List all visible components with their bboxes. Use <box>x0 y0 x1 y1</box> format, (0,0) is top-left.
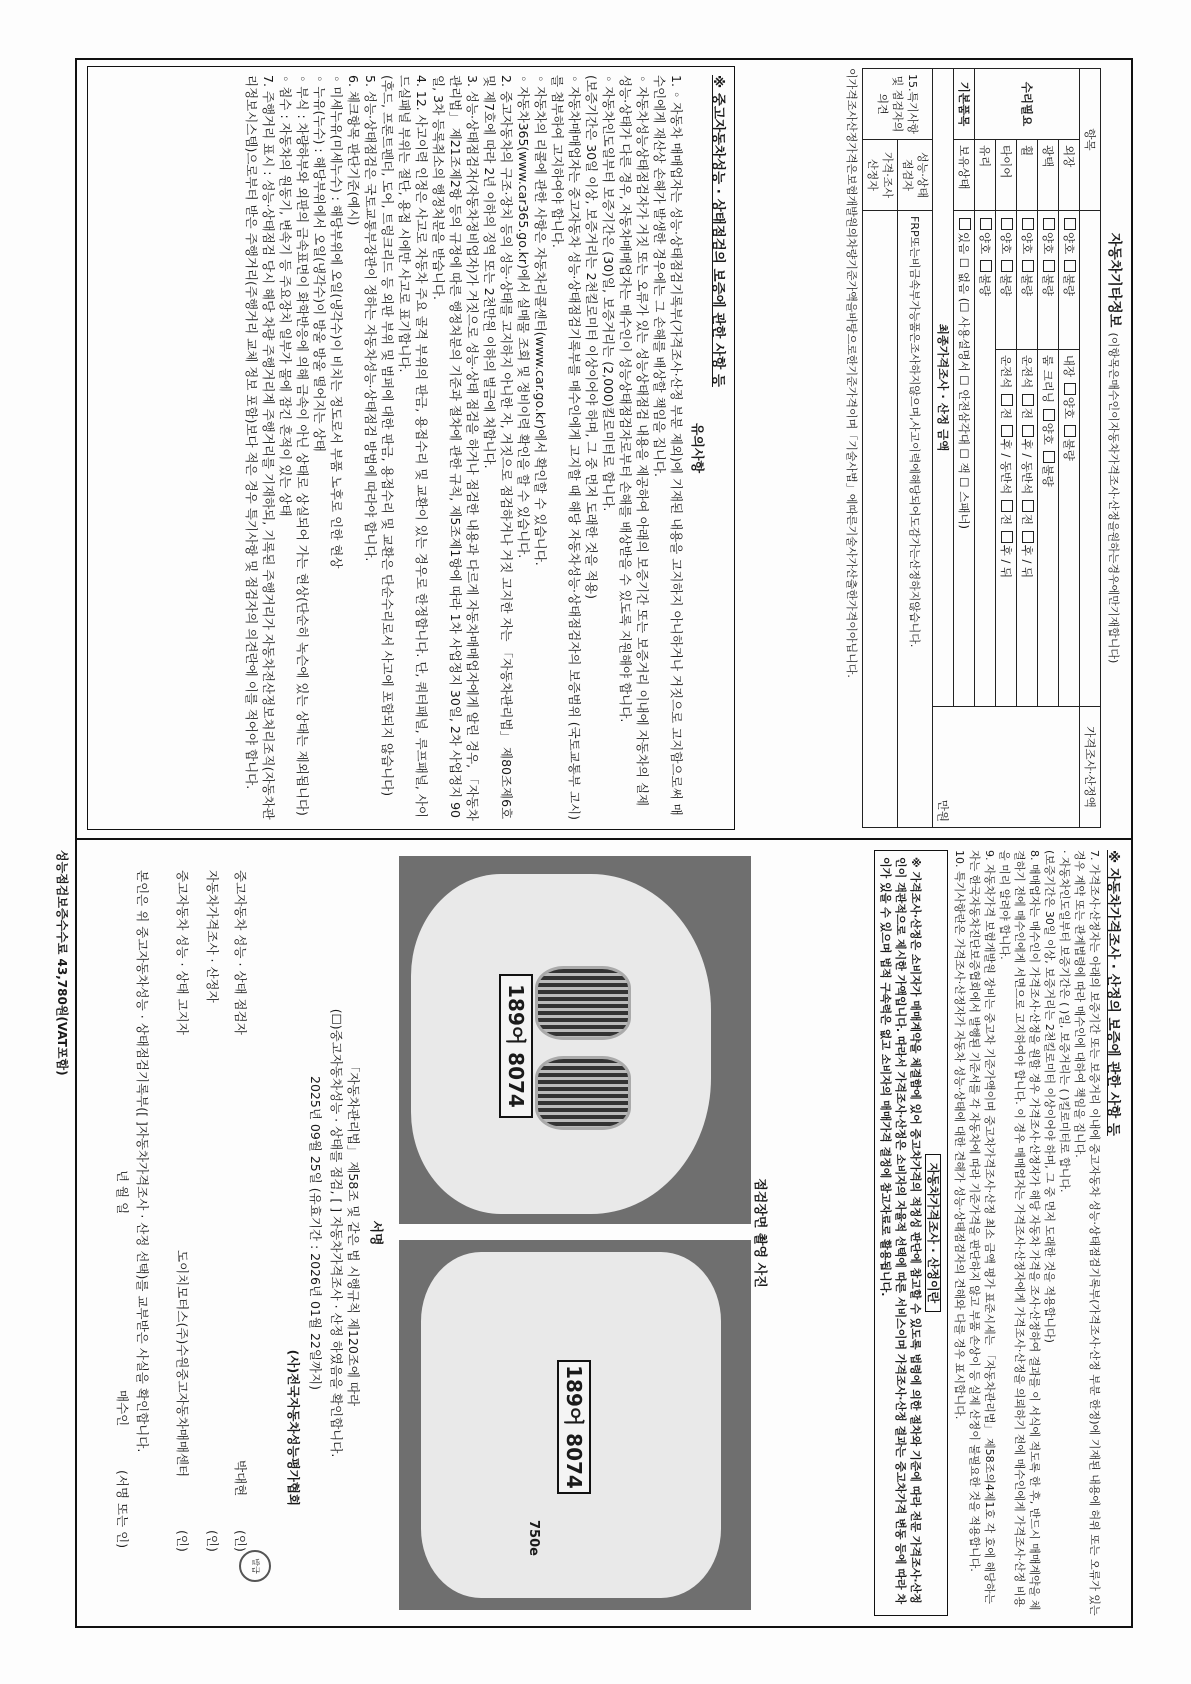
label-required: 수리필요 <box>975 69 1080 140</box>
inspector-name: 박대현 <box>233 1460 248 1497</box>
buyer-date: 년 월 일 <box>115 1170 130 1215</box>
license-plate-rear: 189어 8074 <box>557 1360 591 1494</box>
checkbox[interactable] <box>1043 409 1055 421</box>
info-title: 자동차기타정보 <box>1106 232 1122 328</box>
notifier-row: 중고자동차 성능 · 상태 고지자 도이치모터스(주)수원중고자동차매매센터 (인) <box>175 870 190 1552</box>
checkbox[interactable] <box>1001 218 1013 230</box>
col-item-header: 항목 <box>1080 69 1101 211</box>
row4-label: 타이어 <box>996 140 1017 211</box>
row1-label: 외장 <box>1059 140 1080 211</box>
org-name: (사)전국자동차성능평가협회 <box>286 1349 301 1506</box>
note-item: (보증기간은 30일 이상, 보증거리는 2천킬로미터 이상이어야 하며, 그 중 먼저 도래한 것을 적용합니다) <box>1043 850 1056 1343</box>
opinion-inspector: 성능·상태 점검자 <box>898 140 933 211</box>
buyer-sign: (서명 또는 인) <box>115 1470 130 1549</box>
checkbox[interactable] <box>1001 531 1013 543</box>
law-text: 「자동차관리법」 제58조 및 같은 법 시행규칙 제120조에 따라 <box>346 1059 361 1407</box>
opinion-label: 15.특기사항및 점검자의의견 <box>863 69 933 140</box>
checkbox[interactable] <box>1043 218 1055 230</box>
note-item: 9. 자동차가격 보험개발원 장비는 중고차 기준가액이며 중고차가격조사·산정 최소 금액 평가 표준시세는 「자동차관리법」 제58조의4제1호 각 호에 해당하는 자는 한국자동차진단보증협회에서 발행된 기준서를 각 자동차에 따라 기준가격을 판단하지 않고 부품 손상이 등 실제 산정이 불필요한 것을 적용합니다. <box>968 850 996 1604</box>
right-notes-title: ※ 자동차가격조사 · 산정의 보증에 관한 사항 등 <box>1105 850 1121 1136</box>
left-notes-title: ※ 중고자동차성능 · 상태점검의 보증에 관한 사항 등 <box>710 75 726 387</box>
note-item: ◦ 미세누유(미세누수) : 해당부위에 오일(냉각수)이 비치는 정도로서 부품 노후로 인한 현상 <box>329 75 344 569</box>
row2-label: 광택 <box>1038 140 1059 211</box>
checkbox[interactable] <box>1001 500 1013 512</box>
license-plate-front: 189어 8074 <box>499 974 533 1118</box>
inspector-row: 중고자동차 성능 · 상태 점검자 박대현 (인) <box>233 870 248 1552</box>
row3-label: 휠 <box>1017 140 1038 211</box>
price-cell: 만원 <box>933 707 1080 828</box>
notice-box <box>874 850 948 1616</box>
notice-box-title: 자동차가격조사 · 산정이란 <box>925 1154 941 1312</box>
note-item: 4. 12. 사고이력 인정은 사고로 자동차 주요 골격 부위의 판금, 용접수리 및 교환이 있는 경우로 한정합니다. 단, 쿼터패널, 루프패널, 사이드실패널 부위는 절단, 용접 시에만 사고로 표기합니다. <box>397 75 429 818</box>
right-notes <box>874 850 1125 1616</box>
checkbox[interactable] <box>1022 531 1034 543</box>
left-notes-list <box>243 75 685 821</box>
opinion-inspector-text: FRP또는비금속부가능품은조사하지않으며,사고이력에해당되어도감가는산정하지않습니다. <box>898 211 933 828</box>
photo-title: 점검장면 촬영 사진 <box>752 1178 767 1288</box>
notifier-sign: (인) <box>175 1530 190 1552</box>
checkbox[interactable] <box>959 218 971 230</box>
note-item: ◦ 자동차성능상태점검자가 거짓 또는 오류가 있는 성능상태점검 내용을 제공하여 아래의 보증기간 또는 보증거리 이내에 자동차의 실제 성능·상태가 다른 경우, 자동차매매업자는 매수인이 성능상태점검자로부터 손해를 배상받을 수 있도록 지원해야 합니다. <box>618 75 650 807</box>
col-price-header: 가격조사·산정액 <box>1080 707 1101 828</box>
note-item: ◦ 자동차의 리콜에 관한 사항은 자동차리콜센터(www.car.go.kr)에서 확인할 수 있습니다. <box>533 75 548 566</box>
info-title-note: (이항목은매수인이자동차가격조사·산정을원하는경우에만기재합니다) <box>1107 332 1120 664</box>
note-item: 5. 성능·상태점검은 국토교통부장관이 정하는 자동차성능·상태점검 방법에 따라야 합니다. <box>363 75 378 562</box>
inspection-fee: 성능점검보증수수료 43,780원(VAT포함) <box>55 850 69 1076</box>
note-item: 8. 매매업자는 매수인이 가격조사·산정을 원할 경우 가격조사·산정자가 해당 자동차 가격을 조사·산정하여 결과를 이 서식에 적도록 한 후, 반드시 매매계약을 체결하기 전에 매수인에게 서면으로 고지하여야 합니다. 이 경우 매매업자는 가격조사·산정자에게 가격조사·산정을 의뢰하기 전에 매수인에게 가격조사·산정 비용을 미리 알려야 합니다. <box>998 850 1041 1611</box>
info-table: 항목 가격조사·산정액 수리필요 외장 양호 불량 내장 양호 불량 만원 광택 양호 불량 룸 크리닝 양호 불량 휠 양호 불량 운전석 전 후 / 동반석 전 후 / 뒤 타이어 양호 불량 운전석 전 후 / 동반석 전 후 / 뒤 유리 양호 불량 기본품목 보유상태 있음 ☐ 없음 (☐ 사용설명서 ☐ 안전삼각대 ☐ 잭 ☐ 스패너) 최종가격조사 · 산정 금액 15.특기사항및 점검자의의견 성능·상태 점검자 FRP또는비금속부가능품은조사하지않으며,사고이력에해당되어도감가는산정하지않습니다. 가격·조사 산정자 <box>862 68 1101 828</box>
note-item: ◦ 누유(누수) : 해당부위에서 오일(냉각수)이 방울 방울 떨어지는 상태 <box>312 75 327 452</box>
checkbox[interactable] <box>1043 260 1055 272</box>
note-item: ◦ 자동차인도일부터 보증기간은 (30)일, 보증거리는 (2,000)킬로미터로 합니다. <box>601 75 616 512</box>
checkbox[interactable] <box>980 218 992 230</box>
note-item: ◦ 부식 : 차량하부와 외판의 금속표면이 화학반응에 의해 금속이 아닌 상태로 상실되어 가는 현상(단순히 녹슨에 있는 상태는 제외됩니다) <box>295 75 310 816</box>
info-section <box>844 68 1125 828</box>
checkbox[interactable] <box>1064 425 1076 437</box>
kidney-grille <box>535 966 631 1040</box>
kidney-grille <box>535 1056 631 1130</box>
checkbox[interactable] <box>1001 425 1013 437</box>
checkbox[interactable] <box>1043 451 1055 463</box>
checkbox[interactable] <box>1022 260 1034 272</box>
inspector-sign: (인) <box>233 1530 248 1552</box>
note-item: ◦ 자동차매매업자는 중고자동차 성능·상태점검기록부를 매수인에게 고지할 때 해당 자동차성능·상태점검자의 보증범위 (국토교통부 고시)를 첨부하여 고지하여야 합니다. <box>550 75 582 820</box>
note-item: ◦ 자동차365(www.car365.go.kr)에서 실매물 조회 및 정비이력 확인을 할 수 있습니다. <box>516 75 531 559</box>
checkbox[interactable] <box>1001 394 1013 406</box>
checkbox[interactable] <box>1022 394 1034 406</box>
checkbox[interactable] <box>1064 218 1076 230</box>
left-notes <box>87 66 735 830</box>
check-text: (☐)중고자동차성능 · 상태를 점검, [ ] 자동차가격조사 · 산정 하였음을 확인합니다. <box>329 1008 344 1458</box>
seal-stamp: 발급 <box>239 1550 271 1582</box>
rotated-document <box>55 58 1133 1628</box>
front-car-photo <box>399 856 751 1224</box>
notice-box-text: ※ 가격조사·산정은 소비자가 매매계약을 체결함에 있어 중고차가격의 적정성 판단에 참고할 수 있도록 법령에 의한 절차와 기준에 따라 전문 가격조사·산정인이 객관적으로 제시한 가액입니다. 따라서 가격조사·산정은 소비자의 자율적 선택에 따른 서비스이며 가격조사·산정 결과는 중고차가격 변동 등에 따라 차이가 있을 수 있으며 법적 구속력은 없고 소비자의 매매가격 결정에 참고자료로 활용됩니다. <box>879 857 922 1605</box>
opinion-price: 가격·조사 산정자 <box>863 140 898 211</box>
left-notes-subtitle: 유의사항 <box>689 422 704 474</box>
note-item: · 자동차인도일부터 보증기간은 ( )일, 보증거리는 ( )킬로미터로 합니다. <box>1058 850 1071 1193</box>
signature-section <box>87 850 387 1616</box>
car-body <box>411 874 711 1214</box>
note-item: 2. 중고자동차의 구조·장치 등의 성능·상태를 고지하지 아니한 자, 거짓으로 점검하거나 거짓 고지한 자는 「자동차관리법」 제80조제6호 및 제7호에 따라 2년 이하의 징역 또는 2천만원 이하의 벌금에 처합니다. <box>482 75 514 820</box>
checkbox[interactable] <box>1022 425 1034 437</box>
buyer-text: 본인은 위 중고자동차성능 · 상태점검기록부([ ]자동차가격조사 · 산정 선택)를 교부받은 사실을 확인합니다. <box>135 870 150 1453</box>
info-footer-note: 이가격조사산정가격은보험개발원의차량기준가액을바탕으로한기준가격이며「기술사법」에따른기술사가산출한가격이아닙니다. <box>845 68 858 678</box>
note-item: (보증기간은 30일 이상, 보증거리는 2천킬로미터 이상이어야 하며, 그 중 먼저 도래한 것을 적용) <box>584 75 599 599</box>
rear-car-photo <box>399 1240 751 1610</box>
note-item: (후드, 프론트펜더, 도어, 트렁크리드 등 외판 부위 및 범퍼에 대한 판금, 용접수리 및 교환은 단순수리로서 사고에 포함되지 않습니다) <box>380 75 395 797</box>
buyer-label: 매수인 <box>115 1390 130 1427</box>
notifier-name: 도이치모터스(주)수원중고자동차매매센터 <box>175 1250 190 1478</box>
note-item: 6. 체크항목 판단기준(예시) <box>346 75 361 226</box>
price-row: 자동차가격조사 · 산정자 (인) <box>205 870 220 1552</box>
label-basic: 기본품목 <box>954 69 975 140</box>
price-sign: (인) <box>205 1530 220 1552</box>
row5-label: 유리 <box>975 140 996 211</box>
model-badge: 750e <box>526 1520 541 1556</box>
checkbox[interactable] <box>1022 218 1034 230</box>
final-price-label: 최종가격조사 · 산정 금액 <box>933 69 954 707</box>
checkbox[interactable] <box>1064 260 1076 272</box>
checkbox[interactable] <box>980 260 992 272</box>
right-notes-list <box>952 850 1102 1616</box>
note-item: ◦ 침수 : 자동차의 원동기, 변속기 등 주요장치 일부가 물에 잠긴 흔적이 있는 상태 <box>278 75 293 517</box>
note-item: 1. ◦ 자동차 매매업자는 성능·상태점검기록부(가격조사·산정 부분 제외)에 기재된 내용을 고지하지 아니하거나 거짓으로 고지함으로써 매수인에게 재산상 손해가 발생한 경우에는 그 손해를 배상할 책임을 집니다. <box>652 75 684 816</box>
checkbox[interactable] <box>1022 500 1034 512</box>
checkbox[interactable] <box>1064 383 1076 395</box>
checkbox[interactable] <box>1001 260 1013 272</box>
column-divider <box>75 838 1133 840</box>
note-item: 10. 특기사항란은 가격조사·산정자가 자동차 성능·상태에 대한 견해가 성능·상태점검자의 견해와 다를 경우 표시합니다. <box>953 850 966 1420</box>
note-item: 7. 주행거리 표시 : 성능·상태점검 당시 해당 차량 주행거리계 주행거리를 기재하되, 기록된 주행거리가 자동차전산정보처리조직(자동차관리정보시스템)으로부터 받은 주행거리(주행거리 교체 정보 포함)보다 적은 경우 특기사항 및 점검자의 의견란에 이를 적어야 합니다. <box>244 75 276 820</box>
note-item: 7. 가격조사·산정자는 아래의 보증기간 또는 보증거리 이내에 중고자동차 성능·상태점검기록부(가격조사·산정 부분 한정)에 기재된 내용에 허위 또는 오류가 있는 경우 계약 또는 관계법령에 따라 매수인에 대하여 책임을 집니다. <box>1073 850 1101 1616</box>
photo-section <box>391 848 771 1618</box>
issue-date: 2025년 09월 25일 (유효기간 : 2026년 01월 22일까지) <box>308 1076 323 1390</box>
signature-title: 서명 <box>368 1220 383 1246</box>
basic-status: 보유상태 <box>954 140 975 211</box>
note-item: 3. 성능·상태점검자(자동차정비업자)가 거짓으로 성능·상태 점검을 하거나 점검한 내용과 다르게 자동차매매업자에게 알린 경우, 「자동차관리법」 제21조제2항 등의 규정에 따른 행정처분의 기준과 절차에 관한 규칙, 제5조제1항에 따라 1차 사업정지 30일, 2차 사업정지 90일, 3차 등록취소의 행정처분을 받습니다. <box>431 75 480 821</box>
